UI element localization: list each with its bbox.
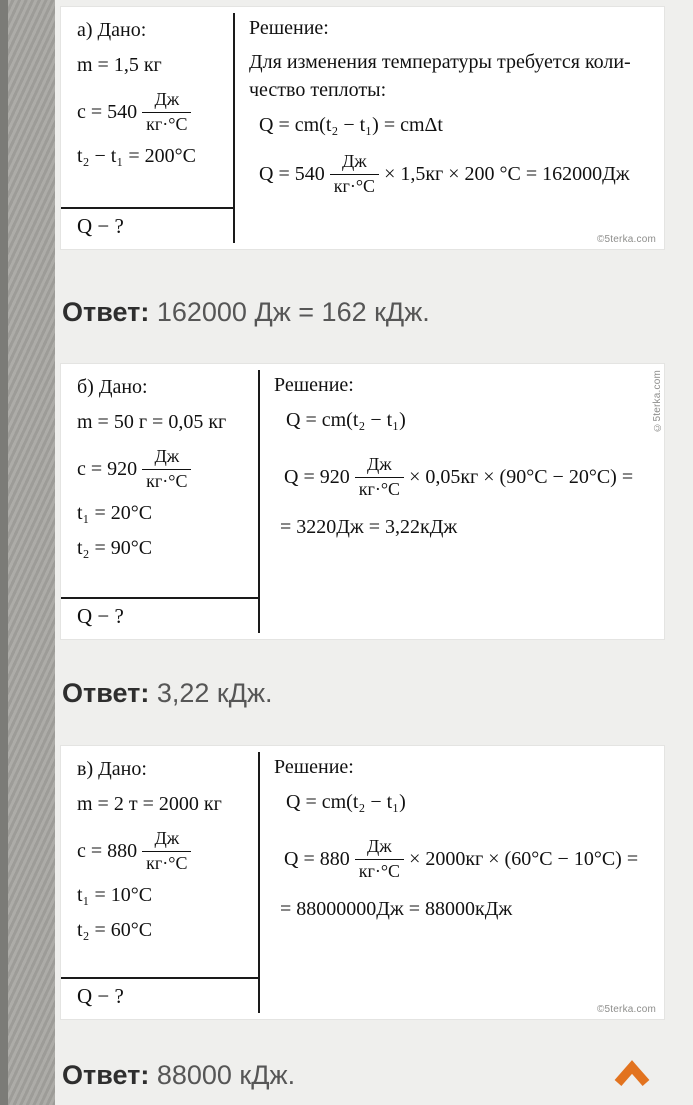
- given-specific-heat: [61, 828, 258, 874]
- given-t2: t₂ = 90°C: [77, 537, 153, 560]
- calc-prefix: Q = 880: [284, 847, 350, 870]
- answer-label: Ответ:: [62, 1060, 150, 1090]
- solution-result: = 3220Дж = 3,22кДж: [280, 516, 458, 539]
- specific-heat-prefix: c = 540: [77, 100, 138, 123]
- units-fraction: [355, 836, 404, 882]
- units-fraction: [142, 828, 191, 874]
- fraction-numerator: Дж: [367, 454, 392, 474]
- answer-value: 3,22 кДж.: [149, 678, 273, 708]
- problem-card-a: [60, 6, 665, 250]
- given-specific-heat: [61, 446, 258, 492]
- solution-calculation: [249, 151, 654, 197]
- fraction-denominator: кг·°C: [355, 859, 404, 883]
- units-fraction: [355, 454, 404, 500]
- copyright-watermark: ©5terka.com: [652, 370, 663, 433]
- copyright-watermark: ©5terka.com: [596, 1004, 656, 1015]
- calc-prefix: Q = 920: [284, 465, 350, 488]
- solution-section: [260, 364, 664, 639]
- solution-title: Решение:: [274, 756, 354, 778]
- fraction-numerator: Дж: [367, 836, 392, 856]
- specific-heat-prefix: c = 920: [77, 457, 138, 480]
- solution-section: [235, 7, 664, 249]
- given-delta-t: t₂ − t₁ = 200°C: [77, 145, 196, 168]
- answer-value: 88000 кДж.: [149, 1060, 296, 1090]
- answer-value: 162000 Дж = 162 кДж.: [149, 297, 430, 327]
- left-margin-texture: [0, 0, 55, 1105]
- solution-section: [260, 746, 664, 1019]
- chevron-up-icon: [612, 1059, 652, 1091]
- given-title: а) Дано:: [77, 19, 147, 41]
- solution-calculation: [274, 836, 654, 882]
- fraction-denominator: кг·°C: [142, 469, 191, 493]
- answer-label: Ответ:: [62, 678, 150, 708]
- given-question: Q − ?: [77, 984, 124, 1008]
- answer-label: Ответ:: [62, 297, 150, 327]
- fraction-numerator: Дж: [154, 446, 180, 466]
- specific-heat-prefix: c = 880: [77, 839, 138, 862]
- given-section: [61, 746, 258, 1019]
- given-t1: t₁ = 20°C: [77, 502, 153, 525]
- solution-title: Решение:: [249, 17, 329, 39]
- fraction-numerator: Дж: [342, 151, 367, 171]
- units-fraction: [330, 151, 379, 197]
- units-fraction: [142, 89, 191, 135]
- given-specific-heat: [61, 89, 233, 135]
- given-t1: t₁ = 10°C: [77, 884, 153, 907]
- given-mass: m = 2 т = 2000 кг: [77, 793, 222, 815]
- given-question: Q − ?: [77, 214, 124, 238]
- calc-suffix: × 1,5кг × 200 °C = 162000Дж: [384, 162, 630, 185]
- answer-b: [60, 676, 665, 710]
- answer-a: [60, 295, 665, 329]
- problem-card-c: [60, 745, 665, 1020]
- solution-intro-line2: чество теплоты:: [249, 79, 387, 101]
- fraction-denominator: кг·°C: [142, 112, 191, 136]
- answer-c: [60, 1058, 295, 1092]
- fraction-numerator: Дж: [154, 89, 180, 109]
- fraction-denominator: кг·°C: [330, 174, 379, 198]
- scroll-to-top-button[interactable]: [612, 1059, 652, 1091]
- calc-suffix: × 2000кг × (60°C − 10°C) =: [409, 847, 639, 870]
- solution-intro-line1: Для изменения температуры требуется коли-: [249, 51, 631, 73]
- page-content: [55, 0, 693, 1105]
- fraction-denominator: кг·°C: [355, 477, 404, 501]
- solution-general-formula: Q = cm(t₂ − t₁): [286, 409, 406, 431]
- problem-card-b: [60, 363, 665, 640]
- fraction-numerator: Дж: [154, 828, 180, 848]
- solution-calculation: [274, 454, 654, 500]
- units-fraction: [142, 446, 191, 492]
- calc-suffix: × 0,05кг × (90°C − 20°C) =: [409, 465, 634, 488]
- given-title: в) Дано:: [77, 758, 147, 780]
- given-t2: t₂ = 60°C: [77, 919, 153, 942]
- copyright-watermark: ©5terka.com: [596, 234, 656, 245]
- calc-prefix: Q = 540: [259, 162, 325, 185]
- given-title: б) Дано:: [77, 376, 148, 398]
- given-mass: m = 1,5 кг: [77, 54, 162, 76]
- solution-general-formula: Q = cm(t₂ − t₁) = cmΔt: [259, 114, 443, 136]
- given-question: Q − ?: [77, 604, 124, 628]
- fraction-denominator: кг·°C: [142, 851, 191, 875]
- solution-title: Решение:: [274, 374, 354, 396]
- solution-result: = 88000000Дж = 88000кДж: [280, 898, 513, 921]
- solution-general-formula: Q = cm(t₂ − t₁): [286, 791, 406, 813]
- given-section: [61, 7, 233, 249]
- answer-row-c: [60, 1058, 665, 1092]
- given-section: [61, 364, 258, 639]
- given-mass: m = 50 г = 0,05 кг: [77, 411, 227, 433]
